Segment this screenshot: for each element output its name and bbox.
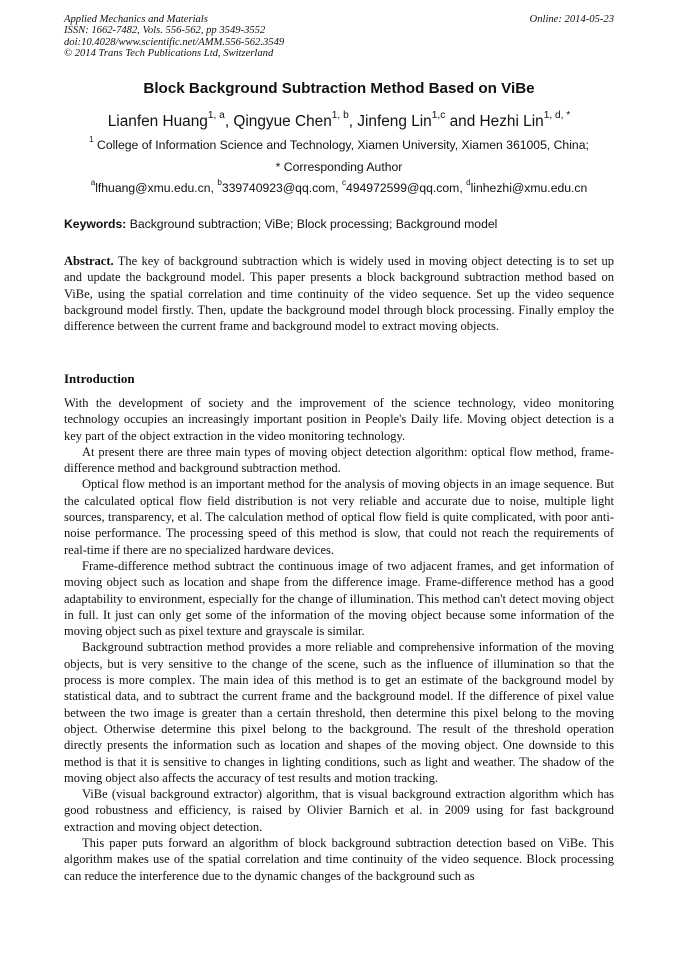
email-address[interactable]: 494972599@qq.com — [345, 181, 460, 195]
affiliation-text: College of Information Science and Technology, Xiamen University, Xiamen 361005, China; — [93, 138, 589, 152]
affiliation — [0, 135, 678, 152]
author-name: Hezhi Lin — [479, 113, 544, 130]
email-separator: , — [459, 181, 467, 195]
author-name: Jinfeng Lin — [357, 113, 432, 130]
abstract — [64, 253, 614, 334]
paragraph: Optical flow method is an important method for the analysis of moving objects in an image sequence. But the calculated optical flow field distribution is not very reliable and accurate due to noise, multiple light sources, transparency, et al. The calculation method of optical flow field is quite complicated, with poor anti-noise performance. The processing speed of this method is slow, that could not reach the requirements of real-time if there are no specialized hardware devices. — [64, 477, 614, 557]
email-separator: , — [335, 181, 342, 195]
publication-info — [64, 14, 284, 60]
paragraph: ViBe (visual background extractor) algorithm, that is visual background extraction algorithm which has good robustness and efficiency, is raised by Olivier Barnich et al. in 2009 using for fast background extraction and moving object detection. — [64, 787, 614, 834]
paragraph: Background subtraction method provides a more reliable and comprehensive information of the moving objects, but is very sensitive to the change of the scene, such as the influence of illumination so that the process is more complex. The main idea of this method is to get an estimate of the background model by statistical data, and to subtract the current frame and the background model. If the difference of pixel value between the two image is greater than a certain threshold, then determine this pixel belong to the moving object. Otherwise determine this pixel belong to the background. The result of the threshold operation directly presents the information such as location and shapes of the moving object. One downside to this method is that it is sensitive to changes in lighting conditions, such as light and weather. The shadow of the moving object also affects the accuracy of test results and motion tracking. — [64, 640, 614, 785]
copyright-line: © 2014 Trans Tech Publications Ltd, Switzerland — [64, 48, 274, 60]
author-sup: 1, a — [207, 110, 225, 121]
doi-line: doi:10.4028/www.scientific.net/AMM.556-562.3549 — [64, 36, 285, 48]
issn-line: ISSN: 1662-7482, Vols. 556-562, pp 3549-3552 — [64, 25, 266, 37]
email-sup: d — [466, 178, 471, 187]
email-sup: c — [341, 178, 346, 187]
author-separator: , — [348, 113, 358, 130]
author-name: Lianfen Huang — [107, 113, 208, 130]
author-name: Qingyue Chen — [233, 113, 332, 130]
paragraph: At present there are three main types of moving object detection algorithm: optical flow method, frame-difference method and background subtraction method. — [64, 444, 614, 476]
email-list — [0, 178, 678, 195]
paragraph: Frame-difference method subtract the continuous image of two adjacent frames, and get information of moving object such as location and shape from the difference image. Frame-difference method has a good adaptability to environment, especially for the change of illumination. This method can't detect moving object in full. It just can only get some of the information of the moving object because some information of the moving object such as pixel texture and grayscale is similar. — [64, 558, 614, 639]
affiliation-sup: 1 — [89, 135, 94, 144]
keywords — [64, 217, 614, 231]
email-sup: b — [217, 178, 222, 187]
journal-name: Applied Mechanics and Materials — [64, 14, 208, 25]
author-separator: and — [445, 113, 480, 130]
author-separator: , — [224, 113, 234, 130]
email-sup: a — [90, 178, 96, 187]
keywords-label: Keywords: — [64, 217, 127, 231]
email-address[interactable]: linhezhi@xmu.edu.cn — [470, 181, 588, 195]
corresponding-author-note: * Corresponding Author — [275, 160, 403, 174]
paper-title: Block Background Subtraction Method Based on ViBe — [143, 80, 535, 97]
author-sup: 1,c — [431, 110, 446, 121]
email-address[interactable]: lfhuang@xmu.edu.cn — [95, 181, 211, 195]
author-list — [0, 110, 678, 131]
paragraph: This paper puts forward an algorithm of block background subtraction detection based on ViBe. This algorithm makes use of the spatial correlation and time continuity of the video sequence. Block processing can reduce the interference due to the dynamic changes of the background such as — [64, 836, 614, 883]
author-sup: 1, d, * — [543, 110, 571, 121]
abstract-text: The key of background subtraction which is widely used in moving object detecting is to set up and update the background model. This paper presents a block background subtraction method based on ViBe, using the spatial correlation and time continuity of the video sequence. Set up the video sequence background model firstly. Then, update the background model through block processing. Finally employ the difference between the current frame and background model to extract moving objects. — [64, 254, 614, 334]
paragraph: With the development of society and the improvement of the science technology, video monitoring technology occupies an increasingly important position in People's Daily life. Moving object detection is a key part of the object extraction in the video monitoring technology. — [64, 396, 614, 443]
author-sup: 1, b — [331, 110, 349, 121]
email-address[interactable]: 339740923@qq.com — [221, 181, 336, 195]
email-separator: , — [210, 181, 218, 195]
introduction-body — [64, 395, 614, 884]
online-date: Online: 2014-05-23 — [529, 14, 614, 25]
section-heading-introduction: Introduction — [64, 371, 135, 386]
keywords-text: Background subtraction; ViBe; Block processing; Background model — [126, 217, 498, 231]
abstract-label: Abstract. — [64, 254, 114, 268]
